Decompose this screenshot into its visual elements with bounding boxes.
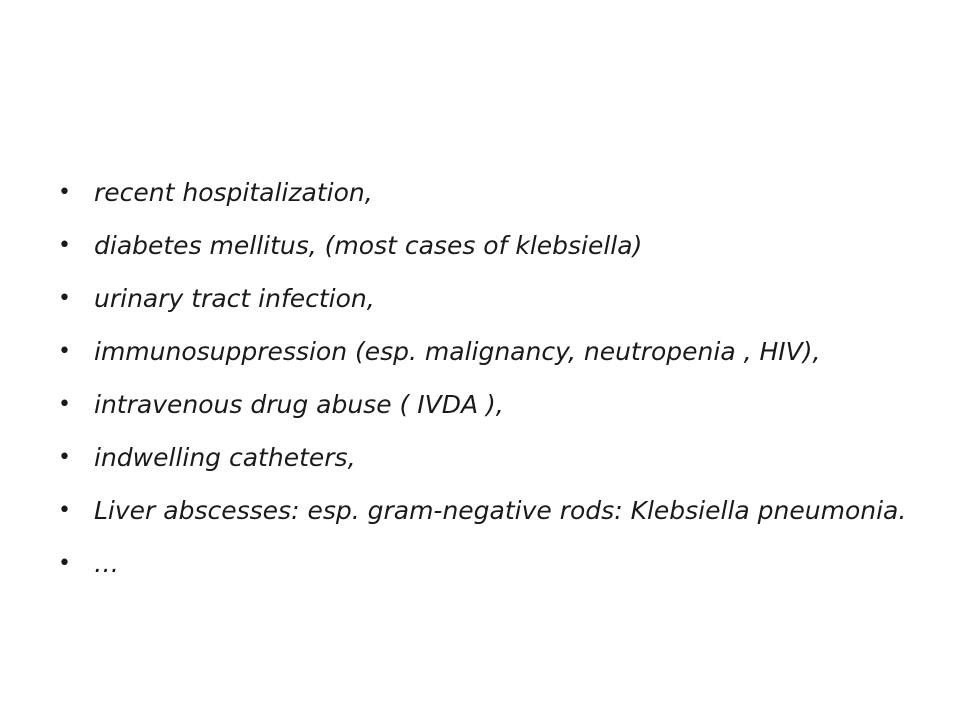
bullet-icon: • — [58, 339, 71, 364]
list-item — [58, 335, 918, 369]
list-item-text: immunosuppression (esp. malignancy, neutropenia , HIV), — [94, 337, 821, 366]
list-item-text: … — [94, 549, 119, 578]
list-item-text: urinary tract infection, — [94, 284, 375, 313]
bullet-icon: • — [58, 392, 71, 417]
list-item-text: indwelling catheters, — [94, 443, 356, 472]
list-item — [58, 388, 918, 422]
bullet-list — [58, 176, 918, 600]
bullet-icon: • — [58, 233, 71, 258]
list-item — [58, 282, 918, 316]
list-item — [58, 229, 918, 263]
list-item — [58, 441, 918, 475]
bullet-icon: • — [58, 180, 71, 205]
list-item — [58, 176, 918, 210]
bullet-icon: • — [58, 286, 71, 311]
list-item — [58, 494, 918, 528]
list-item-text: Liver abscesses: esp. gram-negative rods: Klebsiella pneumonia. — [94, 496, 907, 525]
list-item — [58, 547, 918, 581]
bullet-icon: • — [58, 551, 71, 576]
list-item-text: intravenous drug abuse ( IVDA ), — [94, 390, 504, 419]
bullet-icon: • — [58, 498, 71, 523]
bullet-icon: • — [58, 445, 71, 470]
list-item-text: recent hospitalization, — [94, 178, 373, 207]
list-item-text: diabetes mellitus, (most cases of klebsiella) — [94, 231, 643, 260]
